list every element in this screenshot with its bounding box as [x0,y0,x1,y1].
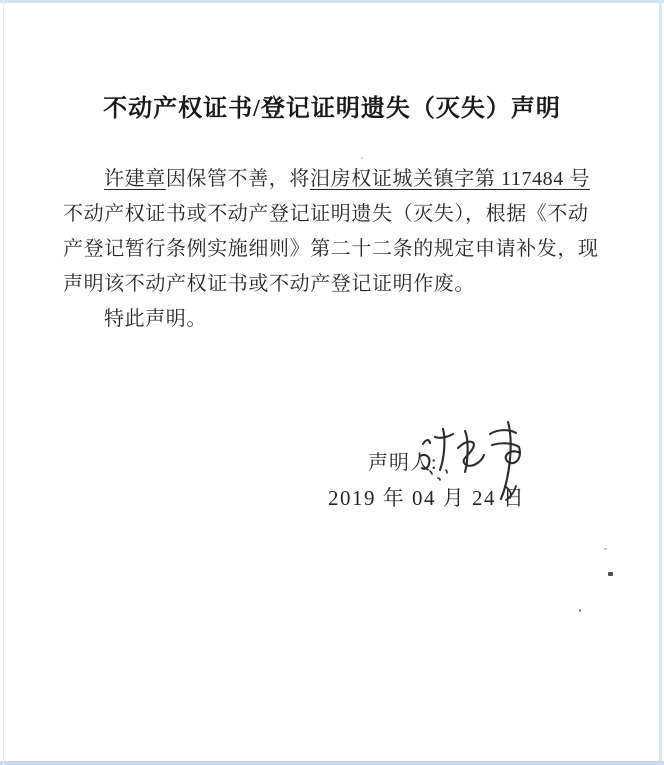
scan-speck [579,609,581,612]
declaration-line-1 [63,162,603,197]
scan-speck [604,548,607,550]
scan-edge-bottom [0,761,664,765]
declaration-line-2: 不动产权证书或不动产登记证明遗失（灭失），根据《不动 [63,203,589,225]
certificate-number: 汨房权证城关镇字第 117484 号 [310,168,591,190]
scan-speck [608,572,613,576]
declaration-date: 2019 年 04 月 24 日 [328,486,526,510]
declaration-closing: 特此声明。 [104,308,207,330]
signatory-label: 声明人: [368,452,438,474]
declarant-name: 许建章 [104,168,166,190]
declaration-line-4: 声明该不动产权证书或不动产登记证明作废。 [63,273,475,295]
document-title: 不动产权证书/登记证明遗失（灭失）声明 [103,96,561,122]
declaration-body [63,162,603,337]
scan-speck [361,157,363,159]
line1-middle-text: 因保管不善，将 [165,168,311,190]
scan-edge-top [0,0,664,3]
declaration-line-3: 产登记暂行条例实施细则》第二十二条的规定申请补发，现 [63,238,599,260]
